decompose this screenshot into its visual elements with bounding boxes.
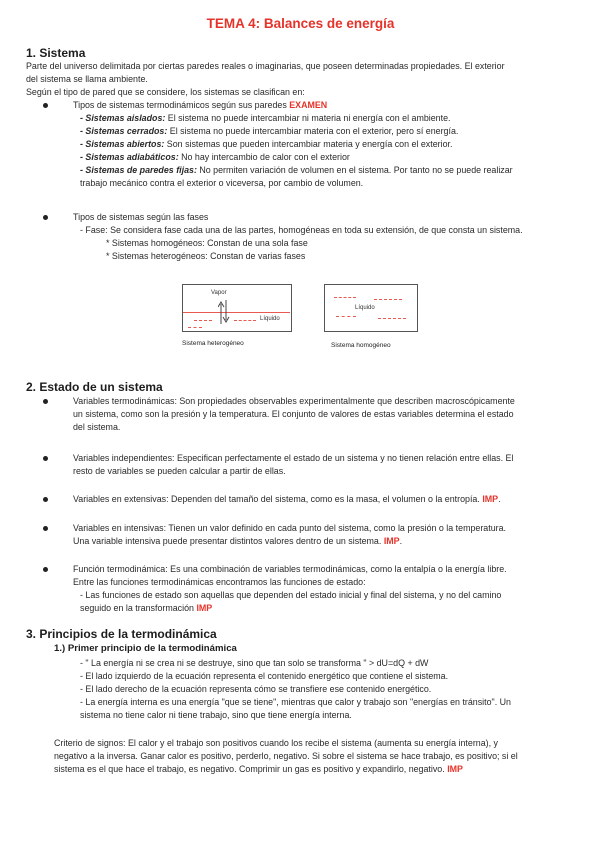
s2-b5-line-3: - Las funciones de estado son aquellas que dependen del estado inicial y final del sistema, y no del camino [80, 590, 502, 600]
heterogeneous-container [182, 284, 292, 332]
liquid-dash [378, 318, 406, 319]
period: . [498, 494, 501, 504]
s1-intro-line-2: del sistema se llama ambiente. [26, 74, 148, 84]
item-adiabaticos [80, 151, 350, 164]
bullet-walls-text: Tipos de sistemas termodinámicos según sus paredes [73, 100, 290, 110]
s2-b3-line-1 [73, 493, 501, 506]
imp-tag: IMP [383, 536, 400, 546]
term-cerrados: - Sistemas cerrados: [80, 126, 168, 136]
section-3-heading: 3. Principios de la termodinámica [26, 627, 217, 641]
s2-b1-line-1: Variables termodinámicas: Son propiedades observables experimentalmente que describen macroscópicamente [73, 396, 515, 406]
s3-line-1: - " La energía ni se crea ni se destruye, sino que tan solo se transforma " > dU=dQ + dW [80, 658, 429, 668]
def-aislados: El sistema no puede intercambiar ni materia ni energía con el ambiente. [165, 113, 451, 123]
s2-b1-line-3: del sistema. [73, 422, 121, 432]
liquid-dash [234, 320, 256, 321]
bullet-dot [43, 215, 48, 220]
s3-line-2: - El lado izquierdo de la ecuación representa el contenido energético que contiene el sistema. [80, 671, 449, 681]
s2-b1-line-2: un sistema, como son la presión y la temperatura. El conjunto de valores de estas variables determina el estado [73, 409, 514, 419]
term-adiabaticos: - Sistemas adiabáticos: [80, 152, 179, 162]
bullet-dot [43, 526, 48, 531]
liquid-dash [374, 299, 402, 300]
s1-intro-line-3: Según el tipo de pared que se considere, los sistemas se clasifican en: [26, 87, 305, 97]
term-aislados: - Sistemas aislados: [80, 113, 166, 123]
item-aislados [80, 112, 450, 125]
liquid-dash [336, 316, 356, 317]
signs-line-1: Criterio de signos: El calor y el trabajo son positivos cuando los recibe el sistema (aumenta su energía interna), y [54, 738, 498, 748]
term-abiertos: - Sistemas abiertos: [80, 139, 165, 149]
bullet-dot [43, 103, 48, 108]
bullet-dot [43, 567, 48, 572]
item-homogeneos: * Sistemas homogéneos: Constan de una sola fase [106, 238, 308, 248]
phase-systems-figure [174, 276, 424, 358]
imp-tag: IMP [196, 603, 213, 613]
s2-b4-line-1: Variables en intensivas: Tienen un valor definido en cada punto del sistema, como la presión o la temperatura. [73, 523, 506, 533]
liquid-dash [334, 297, 356, 298]
s2-b2-line-1: Variables independientes: Especifican perfectamente el estado de un sistema y no tienen relación entre ellas. El [73, 453, 514, 463]
extensive-text: Variables en extensivas: Dependen del tamaño del sistema, como es la masa, el volumen o la entropía. [73, 494, 483, 504]
s1-bullet-phases: Tipos de sistemas según las fases [73, 212, 209, 222]
bullet-dot [43, 456, 48, 461]
signs-line-3 [54, 763, 463, 776]
liquid-label-left: Líquido [260, 316, 280, 322]
signs-text: sistema es el que hace el trabajo, es negativo. Comprimir un gas es positivo y expandirlo, negativo. [54, 764, 448, 774]
liquid-dash [188, 327, 202, 328]
transfer-arrows-icon [218, 298, 230, 326]
bullet-dot [43, 497, 48, 502]
def-cerrados: El sistema no puede intercambiar materia con el exterior, pero sí energía. [167, 126, 459, 136]
def-abiertos: Son sistemas que pueden intercambiar materia y energía con el exterior. [164, 139, 453, 149]
first-principle-subheading: 1.) Primer principio de la termodinámica [54, 643, 237, 654]
def-adiabaticos: No hay intercambio de calor con el exterior [178, 152, 350, 162]
item-paredes-fijas [80, 164, 513, 177]
s3-line-4: - La energía interna es una energía "que se tiene", mientras que calor y trabajo son "energías en tránsito". Un [80, 697, 511, 707]
s2-b5-line-1: Función termodinámica: Es una combinación de variables termodinámicas, como la entalpía o la energía libre. [73, 564, 507, 574]
bullet-dot [43, 399, 48, 404]
signs-line-2: negativo a la inversa. Ganar calor es positivo, perderlo, negativo. Si sobre el sistema se hace trabajo, es positivo; si el [54, 751, 518, 761]
vapor-label: Vapor [211, 290, 227, 296]
caption-heterogeneous: Sistema heterogéneo [182, 340, 244, 347]
period: . [399, 536, 403, 546]
s1-bullet-walls [73, 99, 327, 112]
s3-line-5: sistema no tiene calor ni tiene trabajo, sino que tiene energía interna. [80, 710, 352, 720]
imp-tag: IMP [482, 494, 499, 504]
liquid-dash [194, 320, 212, 321]
term-paredes-fijas: - Sistemas de paredes fijas: [80, 165, 197, 175]
state-functions-text: seguido en la transformación [80, 603, 197, 613]
s1-intro-line-1: Parte del universo delimitada por ciertas paredes reales o imaginarias, que poseen determinadas propiedades. El exterior [26, 61, 505, 71]
s2-b4-line-2 [73, 535, 402, 548]
caption-homogeneous: Sistema homogéneo [331, 342, 391, 349]
s2-b5-line-2: Entre las funciones termodinámicas encontramos las funciones de estado: [73, 577, 366, 587]
page-title: TEMA 4: Balances de energía [206, 16, 395, 31]
item-cerrados [80, 125, 458, 138]
item-fase: - Fase: Se considera fase cada una de las partes, homogéneas en toda su extensión, de que consta un sistema. [80, 225, 523, 235]
item-heterogeneos: * Sistemas heterogéneos: Constan de varias fases [106, 251, 306, 261]
section-2-heading: 2. Estado de un sistema [26, 380, 163, 394]
intensive-text: Una variable intensiva puede presentar distintos valores dentro de un sistema. [73, 536, 384, 546]
item-abiertos [80, 138, 452, 151]
liquid-label-right: Líquido [355, 305, 375, 311]
def-paredes-fijas-cont: trabajo mecánico contra el exterior o viceversa, por cambio de volumen. [80, 178, 364, 188]
s2-b5-line-4 [80, 602, 212, 615]
phase-interface-line [183, 312, 290, 313]
section-1-heading: 1. Sistema [26, 46, 86, 60]
imp-tag: IMP [447, 764, 463, 774]
def-paredes-fijas: No permiten variación de volumen en el sistema. Por tanto no se puede realizar [196, 165, 513, 175]
s2-b2-line-2: resto de variables se pueden calcular a partir de ellas. [73, 466, 286, 476]
s3-line-3: - El lado derecho de la ecuación representa cómo se transfiere ese contenido energético. [80, 684, 432, 694]
exam-tag: EXAMEN [289, 100, 328, 110]
